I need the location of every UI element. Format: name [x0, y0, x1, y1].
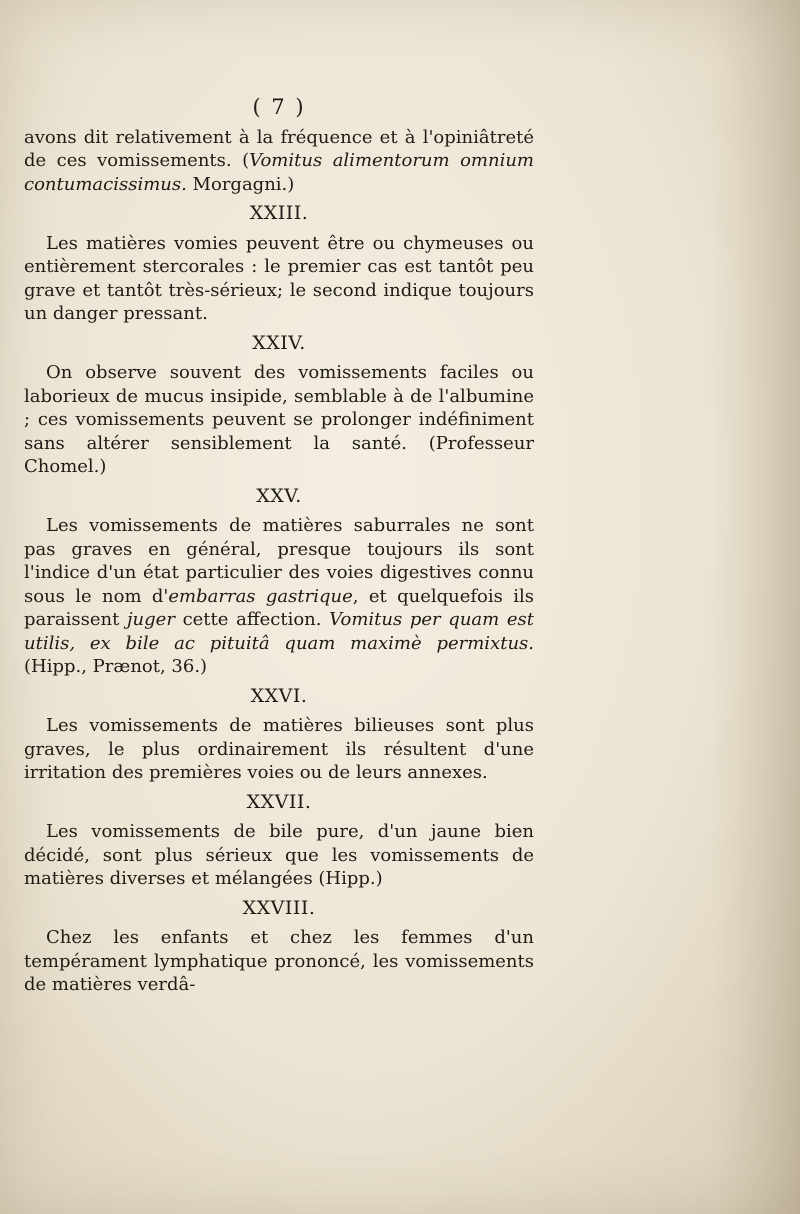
section-xxiii-paragraph: Les matières vomies peuvent être ou chymeuses ou entièrement stercorales : le premier cas est tantôt peu grave et tantôt très-sérieux; le second indique toujours un danger pressant. — [24, 232, 534, 324]
section-heading-xxvi: XXVI. — [250, 684, 308, 707]
intro-text-c: Morgagni.) — [186, 173, 295, 195]
section-heading-xxviii: XXVIII. — [242, 896, 316, 919]
xxv-citation: (Hipp., Prænot, 36.) — [24, 656, 208, 677]
xxv-latin-quote: Vomitus per quam est utilis, ex bile ac pituitâ quam maximè permixtus. — [24, 609, 534, 654]
section-xxiv-paragraph: On observe souvent des vomissements faciles ou laborieux de mucus insipide, semblable à de l'albumine ; ces vomissements peuvent se prolonger indéfiniment sans altérer sensiblement la santé. (Professeur Chomel.) — [24, 362, 534, 477]
xxv-text-c: , et quelquefois ils paraissent — [24, 585, 535, 630]
section-xxvi-paragraph: Les vomissements de matières bilieuses sont plus graves, le plus ordinairement ils résultent d'une irritation des premières voies ou de leurs annexes. — [24, 715, 534, 783]
intro-latin-quote: Vomitus alimentorum omnium contumacissimus. — [24, 150, 535, 195]
section-heading-xxv: XXV. — [256, 484, 302, 507]
page-number: ( 7 ) — [252, 95, 306, 119]
xxv-embarras-gastrique: embarras gastrique — [168, 585, 353, 607]
section-heading-xxiv: XXIV. — [252, 331, 306, 354]
intro-text-a: avons dit relativement à la fréquence et à l'opiniâtreté de ces vomissements. ( — [24, 126, 534, 171]
page-content — [24, 96, 534, 1001]
section-xxv-paragraph — [24, 514, 534, 679]
xxv-text-e: cette affection. — [174, 609, 330, 630]
xxv-juger: juger — [126, 609, 175, 630]
intro-paragraph — [24, 126, 534, 197]
section-heading-xxvii: XXVII. — [246, 790, 312, 813]
xxv-text-a: Les vomissements de matières saburrales ne sont pas graves en général, presque toujours ils sont l'indice d'un état particulier des voies digestives connu sous le nom d' — [24, 515, 534, 607]
section-xxvii-paragraph: Les vomissements de bile pure, d'un jaune bien décidé, sont plus sérieux que les vomissements de matières diverses et mélangées (Hipp.) — [24, 821, 534, 889]
section-heading-xxiii: XXIII. — [249, 202, 309, 224]
section-xxviii-paragraph: Chez les enfants et chez les femmes d'un tempérament lymphatique prononcé, les vomissements de matières verdâ- — [24, 927, 534, 995]
